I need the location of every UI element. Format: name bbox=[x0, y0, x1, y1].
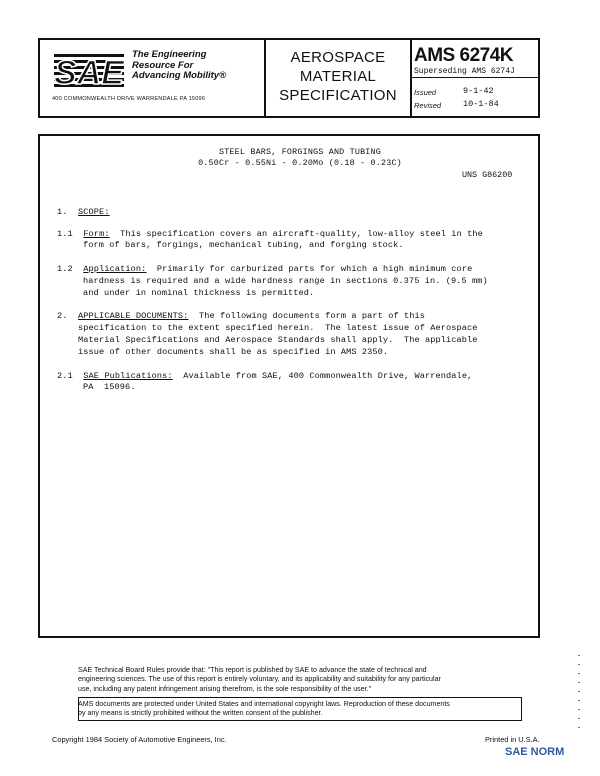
spec-title: STEEL BARS, FORGINGS AND TUBING bbox=[218, 147, 381, 157]
section-text: form of bars, forgings, mechanical tubing, and forging stock. bbox=[83, 240, 404, 250]
section-label: Form: bbox=[83, 229, 110, 239]
section-2-1 bbox=[57, 371, 472, 382]
superseding: Superseding AMS 6274J bbox=[414, 67, 515, 76]
board-rules-line: SAE Technical Board Rules provide that: "This report is published by SAE to advance the state of technical and bbox=[78, 666, 427, 674]
logo-text: SAE bbox=[54, 54, 124, 90]
section-text: hardness is required and a wide hardness range in sections 0.375 in. (9.5 mm) bbox=[83, 276, 488, 286]
spec-composition: 0.50Cr - 0.55Ni - 0.20Mo (0.18 - 0.23C) bbox=[198, 158, 402, 168]
section-label: Application: bbox=[83, 264, 147, 274]
copyright-line: Copyright 1984 Society of Automotive Engineers, Inc. bbox=[52, 735, 227, 744]
section-text: Primarily for carburized parts for which a high minimum core bbox=[156, 264, 473, 274]
watermark: SAE NORM bbox=[505, 746, 565, 758]
section-1 bbox=[57, 207, 110, 218]
section-2 bbox=[57, 311, 425, 322]
printed-in: Printed in U.S.A. bbox=[485, 735, 540, 744]
section-text: PA 15096. bbox=[83, 382, 136, 392]
section-1-1 bbox=[57, 229, 483, 240]
copyright-notice-line: by any means is strictly prohibited without the written consent of the publisher. bbox=[78, 709, 323, 718]
section-number: 2.1 bbox=[57, 371, 73, 381]
margin-dots bbox=[578, 655, 580, 735]
issued-date: 9-1-42 bbox=[463, 86, 494, 96]
section-title: SCOPE: bbox=[78, 207, 110, 217]
tagline-line: Advancing Mobility® bbox=[132, 70, 227, 81]
section-text: Material Specifications and Aerospace Standards shall apply. The applicable bbox=[78, 335, 478, 345]
doc-type bbox=[266, 48, 410, 105]
issued-label: Issued bbox=[414, 88, 437, 97]
section-text: specification to the extent specified herein. The latest issue of Aerospace bbox=[78, 323, 478, 333]
section-text: The following documents form a part of this bbox=[198, 311, 426, 321]
board-rules-line: use, including any patent infringement arising therefrom, is the sole responsibility of the user." bbox=[78, 684, 372, 693]
doc-type-line: SPECIFICATION bbox=[279, 87, 397, 104]
copyright-notice-line: AMS documents are protected under United States and international copyright laws. Reproduction of these documents bbox=[78, 700, 450, 708]
board-rules bbox=[78, 666, 441, 694]
section-number: 1.2 bbox=[57, 264, 73, 274]
board-rules-line: engineering sciences. The use of this report is entirely voluntary, and its applicability and suitability for any particular bbox=[78, 675, 441, 684]
tagline-line: Resource For bbox=[132, 59, 194, 71]
section-text: issue of other documents shall be as specified in AMS 2350. bbox=[78, 347, 389, 357]
divider bbox=[410, 77, 540, 78]
section-number: 1.1 bbox=[57, 229, 73, 239]
doc-type-line: MATERIAL bbox=[299, 68, 377, 85]
header-box bbox=[38, 38, 540, 118]
sae-logo bbox=[54, 50, 124, 90]
section-text: and under in nominal thickness is permitted. bbox=[83, 288, 315, 298]
copyright-notice bbox=[78, 700, 450, 719]
section-text: Available from SAE, 400 Commonwealth Drive, Warrendale, bbox=[183, 371, 473, 381]
section-number: 2. bbox=[57, 311, 68, 321]
revised-label: Revised bbox=[414, 101, 442, 110]
doc-type-line: AEROSPACE bbox=[290, 49, 386, 66]
uns-number: UNS G86200 bbox=[462, 170, 513, 180]
ams-number: AMS 6274K bbox=[414, 45, 513, 66]
section-number: 1. bbox=[57, 207, 68, 217]
tagline bbox=[132, 50, 226, 82]
section-text: This specification covers an aircraft-quality, low-alloy steel in the bbox=[120, 229, 483, 239]
address: 400 COMMONWEALTH DRIVE WARRENDALE PA 15096 bbox=[52, 96, 206, 102]
divider bbox=[410, 40, 412, 116]
tagline-line: The Engineering bbox=[132, 49, 207, 60]
section-label: APPLICABLE DOCUMENTS: bbox=[78, 311, 189, 321]
revised-date: 10-1-84 bbox=[463, 99, 499, 109]
section-label: SAE Publications: bbox=[83, 371, 173, 381]
section-1-2 bbox=[57, 264, 472, 275]
